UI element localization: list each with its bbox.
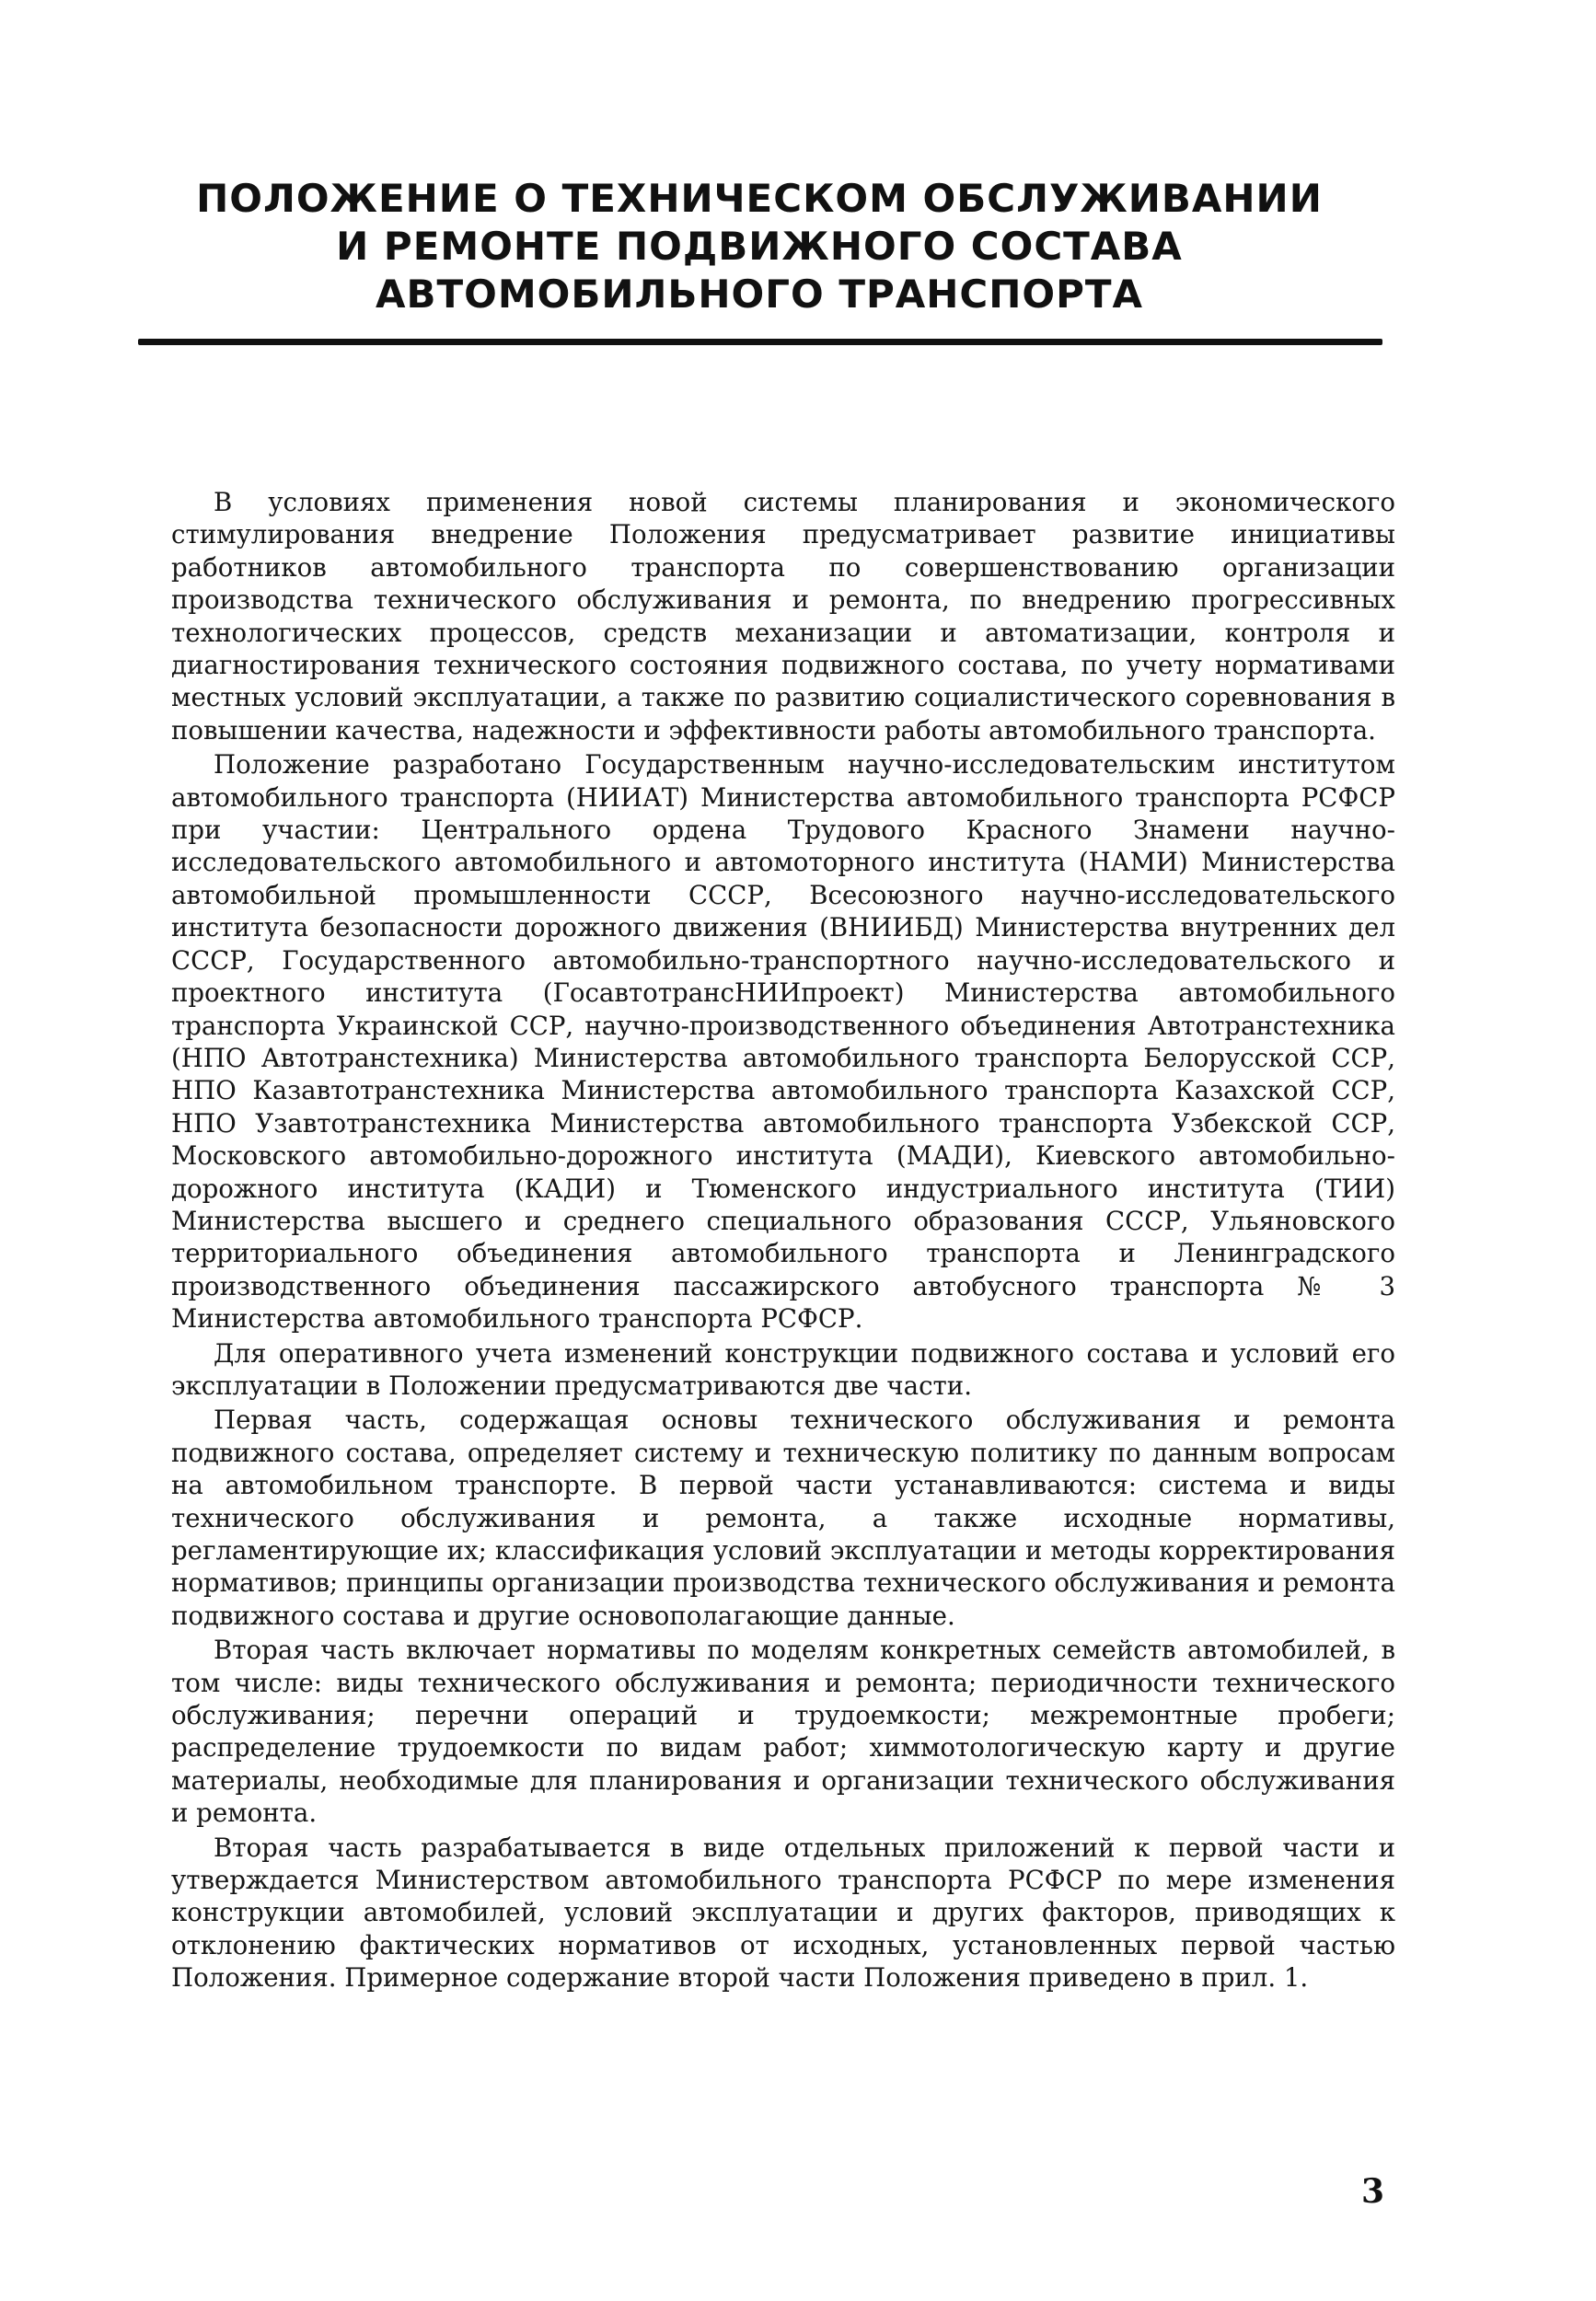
paragraph-developers: Положение разработано Государственным научно-исследовательским институтом автомобильного транспорта (НИИАТ) Министерства автомобильного транспорта РСФСР при участии: Центрального ордена Трудового Красного Знамени научно-исследовательского автомобильного и автомоторного института (НАМИ) Министерства автомобильной промышленности СССР, Всесоюзного научно-исследовательского института безопасности дорожного движения (ВНИИБД) Министерства внутренних дел СССР, Государственного автомобильно-транспортного научно-исследовательского и проектного института (ГосавтотрансНИИпроект) Министерства автомобильного транспорта Украинской ССР, научно-производственного объединения Автотранстехника (НПО Автотранстехника) Министерства автомобильного транспорта Белорусской ССР, НПО Казавтотранстехника Министерства автомобильного транспорта Казахской ССР, НПО Узавтотранстехника Министерства автомобильного транспорта Узбекской ССР, Московского автомобильно-дорожного института (МАДИ), Киевского автомобильно-дорожного института (КАДИ) и Тюменского индустриального института (ТИИ) Министерства высшего и среднего специального образования СССР, Ульяновского территориального объединения автомобильного транспорта и Ленинградского производственного объединения пассажирского автобусного транспорта № 3 Министерства автомобильного транспорта РСФСР. bbox=[171, 749, 1395, 1335]
paragraph-second-part-development: Вторая часть разрабатывается в виде отдельных приложений к первой части и утверждается Министерством автомобильного транспорта РСФСР по мере изменения конструкции автомобилей, условий эксплуатации и других факторов, приводящих к отклонению фактических нормативов от исходных, установленных первой частью Положения. Примерное содержание второй части Положения приведено в прил. 1. bbox=[171, 1832, 1395, 1994]
title-line-3: АВТОМОБИЛЬНОГО ТРАНСПОРТА bbox=[375, 272, 1144, 317]
paragraph-two-parts: Для оперативного учета изменений конструкции подвижного состава и условий его эксплуатации в Положении предусматриваются две части. bbox=[171, 1337, 1395, 1401]
title-line-2: И РЕМОНТЕ ПОДВИЖНОГО СОСТАВА bbox=[336, 224, 1183, 269]
document-title bbox=[138, 175, 1381, 318]
document-body bbox=[171, 486, 1395, 1996]
title-divider bbox=[138, 339, 1382, 345]
title-line-1: ПОЛОЖЕНИЕ О ТЕХНИЧЕСКОМ ОБСЛУЖИВАНИИ bbox=[196, 176, 1323, 221]
paragraph-second-part: Вторая часть включает нормативы по моделям конкретных семейств автомобилей, в том числе: виды технического обслуживания и ремонта; периодичности технического обслуживания; перечни операций и трудоемкости; межремонтные пробеги; распределение трудоемкости по видам работ; химмотологическую карту и другие материалы, необходимые для планирования и организации технического обслуживания и ремонта. bbox=[171, 1635, 1395, 1829]
page-number: 3 bbox=[1360, 2172, 1384, 2211]
paragraph-first-part: Первая часть, содержащая основы технического обслуживания и ремонта подвижного состава, определяет систему и техническую политику по данным вопросам на автомобильном транспорте. В первой части устанавливаются: система и виды технического обслуживания и ремонта, а также исходные нормативы, регламентирующие их; классификация условий эксплуатации и методы корректирования нормативов; принципы организации производства технического обслуживания и ремонта подвижного состава и другие основополагающие данные. bbox=[171, 1405, 1395, 1631]
paragraph-intro: В условиях применения новой системы планирования и экономического стимулирования внедрение Положения предусматривает развитие инициативы работников автомобильного транспорта по совершенствованию организации производства технического обслуживания и ремонта, по внедрению прогрессивных технологических процессов, средств механизации и автоматизации, контроля и диагностирования технического состояния подвижного состава, по учету нормативами местных условий эксплуатации, а также по развитию социалистического соревнования в повышении качества, надежности и эффективности работы автомобильного транспорта. bbox=[171, 487, 1395, 746]
